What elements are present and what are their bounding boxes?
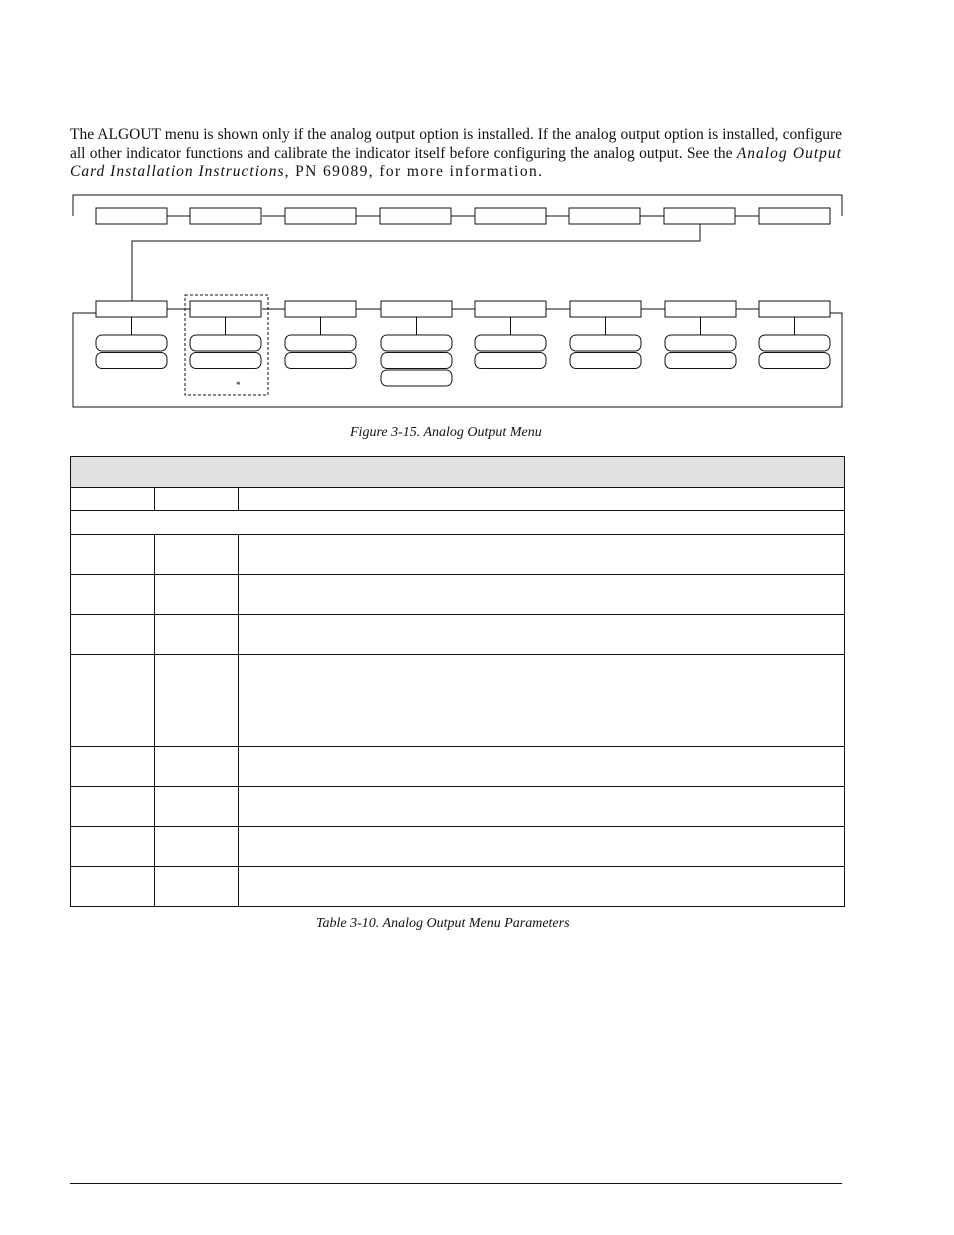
sub-menu-item-5 [475, 301, 546, 317]
top-menu-item-1 [96, 208, 167, 224]
table-row [71, 535, 845, 575]
choices-cell [155, 655, 239, 747]
option-box [665, 335, 736, 351]
option-box [190, 353, 261, 369]
parameter-cell [71, 867, 155, 907]
option-box [759, 335, 830, 351]
description-cell [239, 747, 845, 787]
table-row [71, 787, 845, 827]
table-row [71, 615, 845, 655]
top-menu-item-4 [380, 208, 451, 224]
parameter-cell [71, 575, 155, 615]
choices-cell [155, 535, 239, 575]
header-description [239, 488, 845, 511]
table-row [71, 575, 845, 615]
description-cell [239, 787, 845, 827]
header-choices [155, 488, 239, 511]
option-box [381, 370, 452, 386]
choices-cell [155, 615, 239, 655]
option-box [190, 335, 261, 351]
figure-caption: Figure 3-15. Analog Output Menu [350, 425, 542, 440]
option-box [96, 353, 167, 369]
option-box [570, 335, 641, 351]
top-menu-item-3 [285, 208, 356, 224]
description-cell [239, 655, 845, 747]
table-section-row [71, 511, 845, 535]
option-box [381, 353, 452, 369]
choices-cell [155, 747, 239, 787]
table-caption: Table 3-10. Analog Output Menu Parameters [316, 916, 570, 931]
description-cell [239, 535, 845, 575]
top-menu-item-8 [759, 208, 830, 224]
description-cell [239, 575, 845, 615]
option-box [285, 335, 356, 351]
sub-menu-item-7 [665, 301, 736, 317]
option-box [381, 335, 452, 351]
intro-text: The ALGOUT menu is shown only if the analog output option is installed. If the analog output option is installed, configure all other indicator functions and calibrate the indicator itself before configuring the analog output. See the [70, 126, 842, 162]
choices-cell [155, 827, 239, 867]
algout-connector [132, 224, 700, 301]
description-cell [239, 867, 845, 907]
top-menu-item-5 [475, 208, 546, 224]
sub-menu-item-6 [570, 301, 641, 317]
footer-rule [70, 1183, 842, 1184]
footnote-marker: * [236, 380, 241, 390]
parameter-cell [71, 747, 155, 787]
table-row [71, 747, 845, 787]
analog-output-menu-diagram [0, 0, 954, 420]
top-menu-item-2 [190, 208, 261, 224]
sub-menu-item-1 [96, 301, 167, 317]
option-box [475, 335, 546, 351]
intro-text-end: , PN 69089, for more information. [284, 163, 544, 180]
table-title [71, 457, 845, 488]
sub-menu-item-3 [285, 301, 356, 317]
table-row [71, 827, 845, 867]
sub-menu-item-8 [759, 301, 830, 317]
header-parameter [71, 488, 155, 511]
choices-cell [155, 575, 239, 615]
choices-cell [155, 787, 239, 827]
parameter-cell [71, 535, 155, 575]
top-menu-item-6 [569, 208, 640, 224]
option-box [570, 353, 641, 369]
option-box [759, 353, 830, 369]
intro-doc-title: Analog Output Card Installation Instructions [70, 144, 842, 180]
parameter-cell [71, 827, 155, 867]
description-cell [239, 615, 845, 655]
parameter-cell [71, 655, 155, 747]
choices-cell [155, 867, 239, 907]
option-box [285, 353, 356, 369]
sub-menu-item-4 [381, 301, 452, 317]
option-box [665, 353, 736, 369]
table-row [71, 655, 845, 747]
table-row [71, 867, 845, 907]
parameter-cell [71, 787, 155, 827]
sub-menu-item-2 [190, 301, 261, 317]
option-box [475, 353, 546, 369]
option-box [96, 335, 167, 351]
description-cell [239, 827, 845, 867]
parameters-table [70, 456, 845, 907]
top-menu-item-7 [664, 208, 735, 224]
parameter-cell [71, 615, 155, 655]
